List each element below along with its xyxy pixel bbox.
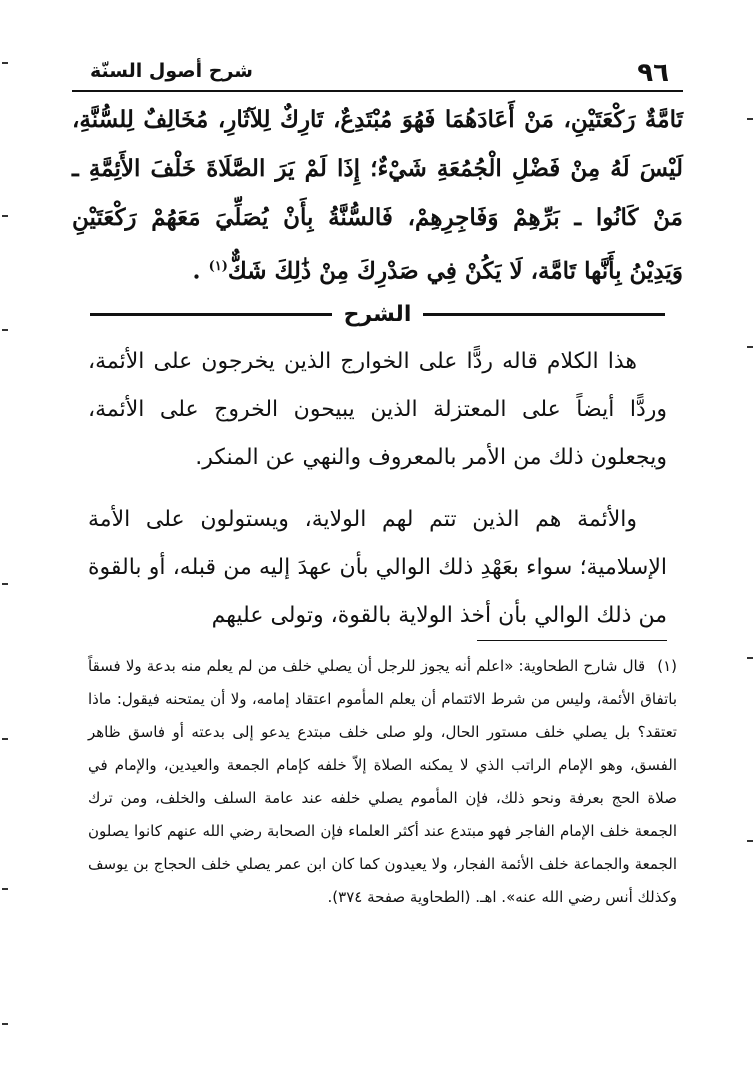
- scan-mark: [747, 346, 753, 348]
- footnote-separator: [477, 640, 667, 641]
- footnote-text: قال شارح الطحاوية: «اعلم أنه يجوز للرجل أن يصلي خلف من لم يعلم منه بدعة ولا فسقاً باتفاق الأئمة، وليس من شرط الائتمام أن يعلم المأموم اعتقاد إمامه، ولا أن يمتحنه فيقول: ماذا تعتقد؟ بل يصلي خلف مستور الحال، ولو صلى خلف مبتدع يدعو إلى بدعته أو فاسق ظاهر الفسق، وهو الإمام الراتب الذي لا يمكنه الصلاة إلاّ خلفه كإمام الجمعة والعيدين، والإمام في صلاة الحج بعرفة ونحو ذلك، فإن المأموم يصلي خلفه عند عامة السلف والخلف، ومن ترك الجمعة خلف الإمام الفاجر فهو مبتدع عند أكثر العلماء فإن الصحابة رضي الله عنهم كانوا يصلون الجمعة والجماعة خلف الأئمة الفجار، ولا يعيدون كما كان ابن عمر يصلي خلف الحجاج بن يوسف وكذلك أنس رضي الله عنه». اهـ. (الطحاوية صفحة ٣٧٤).: [88, 657, 677, 906]
- scan-mark: [2, 329, 8, 331]
- header-rule: [72, 90, 683, 92]
- matn-end: .: [192, 257, 209, 285]
- commentary-paragraph: هذا الكلام قاله ردًّا على الخوارج الذين يخرجون على الأئمة، وردًّا أيضاً على المعتزلة الذين يبيحون الخروج على الأئمة، ويجعلون ذلك من الأمر بالمعروف والنهي عن المنكر.: [88, 349, 667, 470]
- commentary-paragraph: والأئمة هم الذين تتم لهم الولاية، ويستولون على الأمة الإسلامية؛ سواء بعَهْدِ ذلك الوالي بأن عهدَ إليه من قبله، أو بالقوة من ذلك الوالي بأن أخذ الولاية بالقوة، وتولى عليهم: [88, 507, 667, 628]
- scan-mark: [2, 888, 8, 890]
- scan-mark: [2, 62, 8, 64]
- scan-mark: [2, 1023, 8, 1025]
- scan-mark: [2, 215, 8, 217]
- scan-mark: [747, 118, 753, 120]
- scan-mark: [2, 583, 8, 585]
- matn-body: تَامَّةٌ رَكْعَتَيْنِ، مَنْ أَعَادَهُمَا فَهُوَ مُبْتَدِعٌ، تَارِكٌ لِلآثَارِ، مُخَالِفٌ لِلسُّنَّةِ، لَيْسَ لَهُ مِنْ فَضْلِ الْجُمُعَةِ شَيْءٌ؛ إِذَا لَمْ يَرَ الصَّلَاةَ خَلْفَ الأَئِمَّةِ ـ مَنْ كَانُوا ـ بَرِّهِمْ وَفَاجِرِهِمْ، فَالسُّنَّةُ بِأَنْ يُصَلِّيَ مَعَهُمْ رَكْعَتَيْنِ وَيَدِيْنُ بِأَنَّها تَامَّة، لَا يَكُنْ فِي صَدْرِكَ مِنْ ذَٰلِكَ شَكٌّ: [72, 106, 683, 285]
- footnote-label: (١): [657, 657, 677, 675]
- page-number: ٩٦: [637, 58, 669, 88]
- section-divider: [90, 294, 665, 334]
- scan-mark: [747, 840, 753, 842]
- footnotes: [88, 650, 677, 914]
- running-title: شرح أصول السنّة: [90, 60, 253, 82]
- matn-text: [72, 95, 683, 296]
- divider-line-left: [90, 313, 332, 316]
- section-title: الشرح: [343, 301, 412, 327]
- commentary: [88, 338, 667, 654]
- footnote-reference[interactable]: (١): [208, 259, 228, 274]
- scan-mark: [747, 657, 753, 659]
- divider-line-right: [423, 313, 665, 316]
- scan-mark: [2, 738, 8, 740]
